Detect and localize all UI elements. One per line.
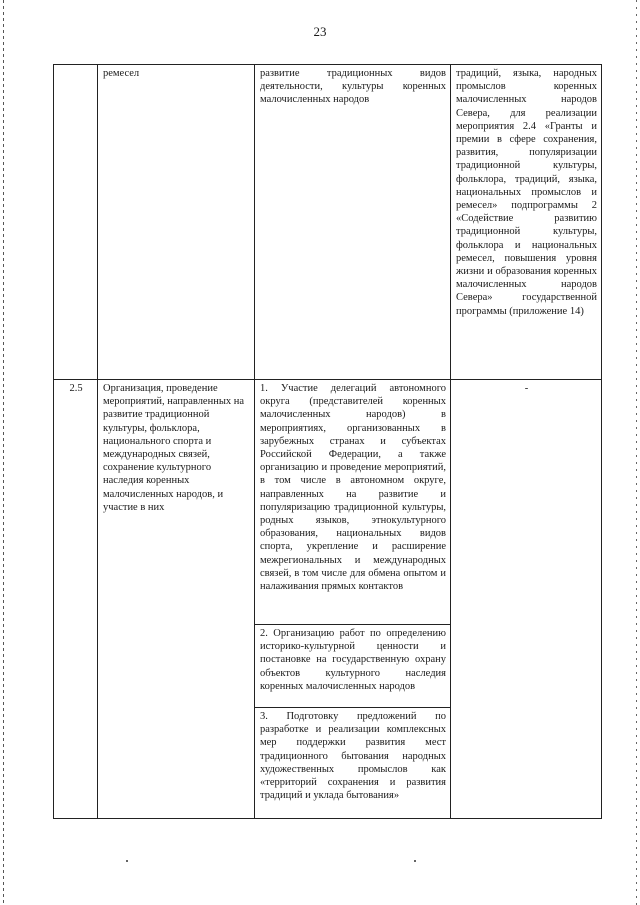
scan-left-edge	[3, 0, 4, 905]
event-name: Организация, проведение мероприятий, направленных на развитие традиционной культуры, фольклора, национального спорта и международных связей, сохранение культурного наследия коренных малочисленных народов, и участие в них	[98, 380, 255, 819]
scan-speck	[126, 860, 128, 862]
page-number: 23	[313, 24, 327, 39]
table-row	[54, 380, 602, 625]
row-number: 2.5	[54, 380, 98, 819]
event-note: -	[451, 380, 602, 819]
event-task: 1. Участие делегаций автономного округа (представителей коренных малочисленных народов) в мероприятиях, организованных в зарубежных странах и субъектах Российской Федерации, а также организацию и проведение мероприятий, в том числе в автономном округе, направленных на развитие и популяризацию традиционной культуры, родных языков, этнокультурного образования, национальных видов спорта, укрепление и расширение межрегиональных и международных связей, в том числе для обмена опытом и налаживания прямых контактов	[255, 380, 451, 625]
event-task: развитие традиционных видов деятельности, культуры коренных малочисленных народов	[255, 65, 451, 380]
event-task: 2. Организацию работ по определению историко-культурной ценности и постановке на государственную охрану объектов культурного наследия коренных малочисленных народов	[255, 625, 451, 708]
event-note: традиций, языка, народных промыслов коренных малочисленных народов Севера, для реализации мероприятия 2.4 «Гранты и премии в сфере сохранения, развития, популяризации традиционной культуры, фольклора, традиций, языка, национальных промыслов и ремесел» подпрограммы 2 «Содействие развитию традиционной культуры, фольклора и национальных ремесел, повышения уровня жизни и образования коренных малочисленных народов Севера» государственной программы (приложение 14)	[451, 65, 602, 380]
row-number	[54, 65, 98, 380]
event-name: ремесел	[98, 65, 255, 380]
event-task: 3. Подготовку предложений по разработке и реализации комплексных мер поддержки развития мест традиционного бытования народных художественных промыслов как «территорий сохранения и развития традиций и уклада бытования»	[255, 708, 451, 819]
scan-speck	[414, 860, 416, 862]
document-table	[53, 64, 602, 819]
scan-right-edge	[636, 0, 637, 905]
table-row	[54, 65, 602, 380]
